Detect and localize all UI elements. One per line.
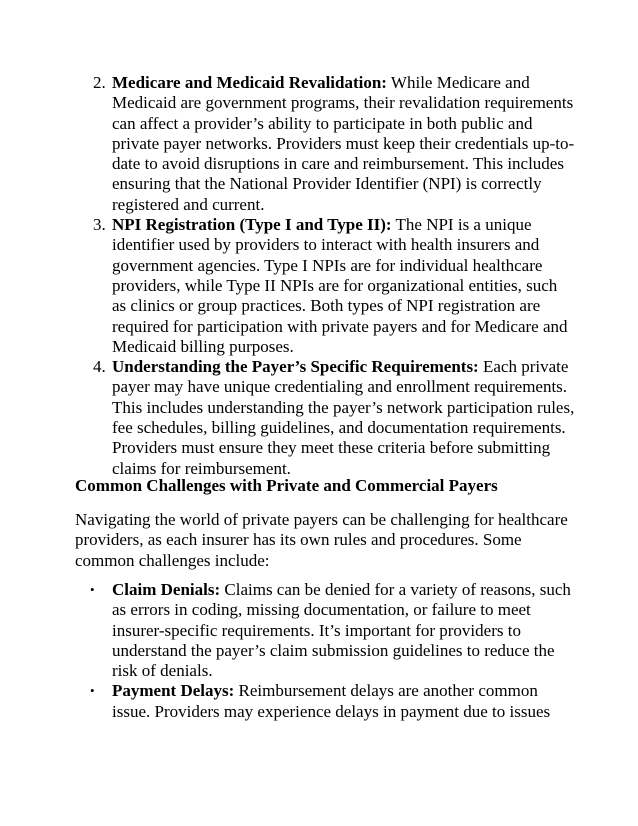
list-item xyxy=(75,215,575,357)
section-heading: Common Challenges with Private and Commercial Payers xyxy=(75,476,498,495)
list-item-title: Medicare and Medicaid Revalidation: xyxy=(112,73,387,92)
bullet-item xyxy=(75,580,575,681)
intro-paragraph: Navigating the world of private payers can be challenging for healthcare providers, as each insurer has its own rules and procedures. Some common challenges include: xyxy=(75,510,568,570)
bullet-icon: • xyxy=(90,582,95,597)
bullet-item-text: Reimbursement delays are another common issue. Providers may experience delays in payment due to issues xyxy=(112,681,551,721)
bullet-icon: • xyxy=(90,683,95,699)
list-item xyxy=(75,357,575,479)
numbered-list xyxy=(75,73,575,479)
list-number: 3. xyxy=(93,215,106,235)
list-item-title: NPI Registration (Type I and Type II): xyxy=(112,215,392,235)
list-item-title: Understanding the Payer’s Specific Requirements: xyxy=(112,357,479,377)
bullet-item-text: Claims can be denied for a variety of reasons, such as errors in coding, missing documentation, or failure to meet insurer-specific requirements. It’s important for providers to understand the payer’s claim submission guidelines to reduce the risk of denials. xyxy=(112,580,571,681)
list-item-text: The NPI is a unique identifier used by providers to interact with health insurers and government agencies. Type I NPIs are for individual healthcare providers, while Type II NPIs are for organizational entities, such as clinics or group practices. Both types of NPI registration are required for participation with private payers and for Medicare and Medicaid billing purposes. xyxy=(112,215,568,356)
list-item-text: While Medicare and Medicaid are government programs, their revalidation requirements can affect a provider’s ability to participate in both public and private payer networks. Providers must keep their credentials up-to-date to avoid disruptions in care and reimbursement. This includes ensuring that the National Provider Identifier (NPI) is correctly registered and current. xyxy=(112,73,575,214)
bullet-item-title: Payment Delays: xyxy=(112,681,235,701)
bullet-list xyxy=(75,580,575,722)
bullet-item xyxy=(75,681,575,722)
list-number: 2. xyxy=(93,73,106,92)
list-item-text: Each private payer may have unique credentialing and enrollment requirements. This includes understanding the payer’s network participation rules, fee schedules, billing guidelines, and documentation requirements. Providers must ensure they meet these criteria before submitting claims for reimbursement. xyxy=(112,357,575,478)
bullet-item-title: Claim Denials: xyxy=(112,580,221,599)
list-number: 4. xyxy=(93,357,106,377)
list-item xyxy=(75,73,575,215)
